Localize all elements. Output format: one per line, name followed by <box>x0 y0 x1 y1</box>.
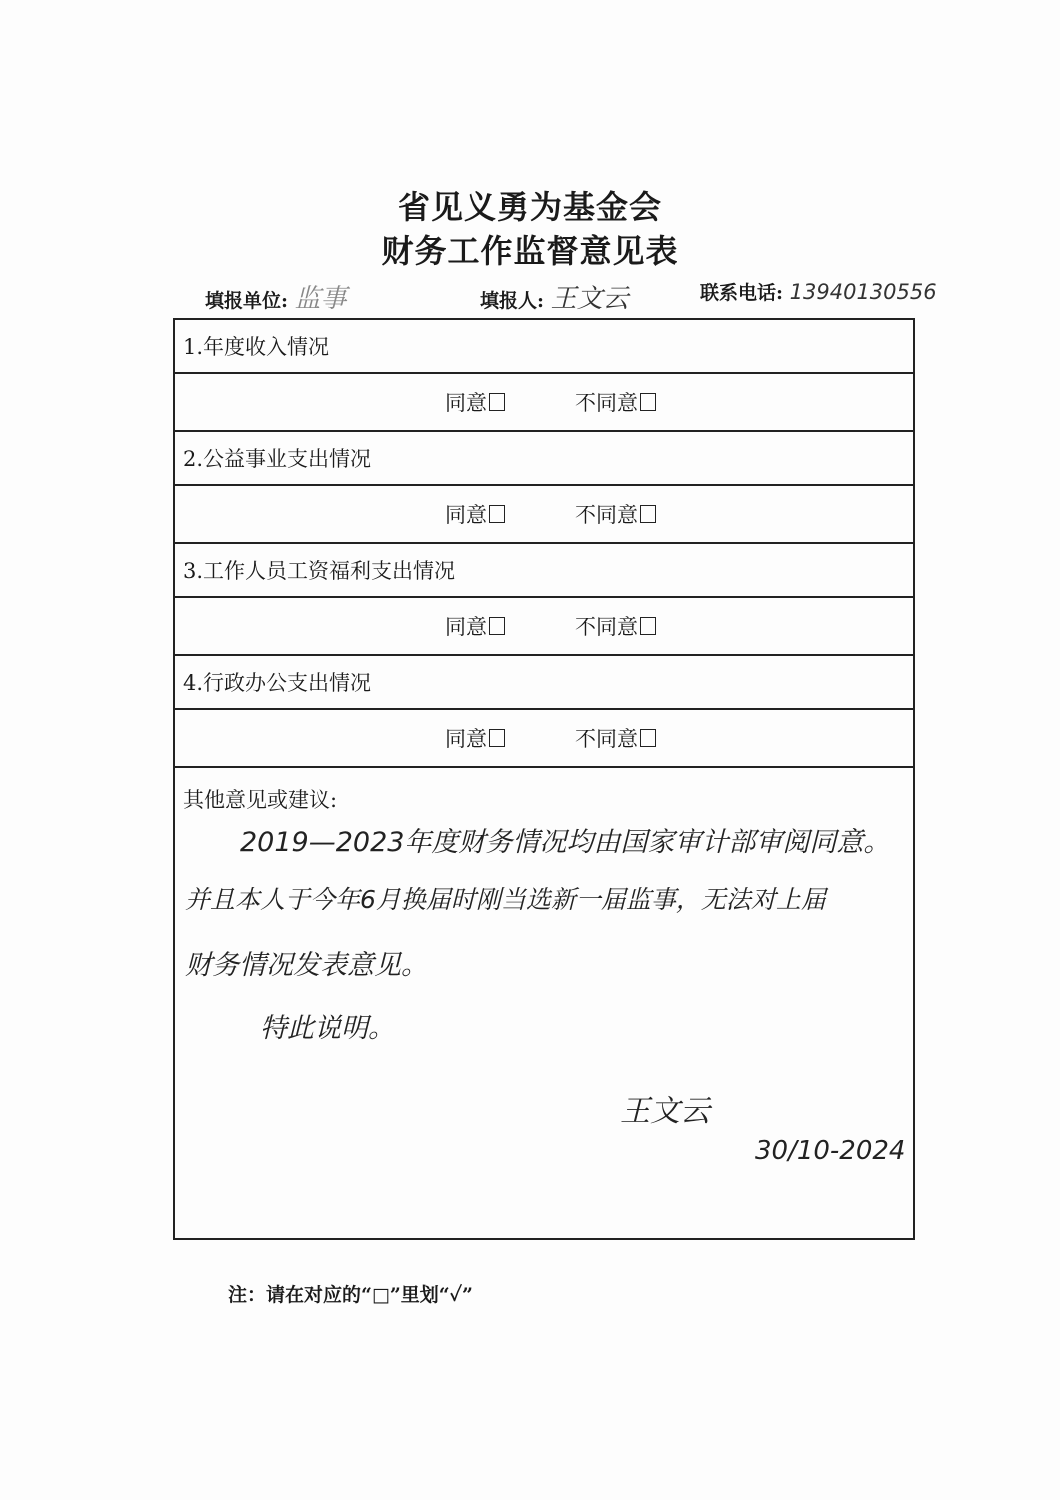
reporter-label: 填报人: <box>480 290 545 312</box>
agree-checkbox[interactable]: 同意 <box>445 611 505 641</box>
unit-label: 填报单位: <box>205 290 289 312</box>
form-title: 财务工作监督意见表 <box>381 232 679 270</box>
comments-label: 其他意见或建议: <box>183 788 338 812</box>
comment-line-2: 并且本人于今年6月换届时刚当选新一届监事，无法对上届 <box>185 885 826 914</box>
section-title: 3.工作人员工资福利支出情况 <box>174 543 914 597</box>
comment-line-3: 财务情况发表意见。 <box>185 950 428 981</box>
section-title: 2.公益事业支出情况 <box>174 431 914 485</box>
section-title: 1.年度收入情况 <box>174 319 914 373</box>
disagree-checkbox[interactable]: 不同意 <box>575 387 656 417</box>
unit-field <box>205 278 347 315</box>
phone-field <box>700 278 937 305</box>
agree-checkbox[interactable]: 同意 <box>445 387 505 417</box>
phone-label: 联系电话: <box>700 282 784 304</box>
comment-signature: 王文云 <box>620 1094 710 1129</box>
supervision-form-table <box>173 318 915 1240</box>
disagree-checkbox[interactable]: 不同意 <box>575 723 656 753</box>
reporter-signature: 王文云 <box>550 284 629 314</box>
disagree-checkbox[interactable]: 不同意 <box>575 499 656 529</box>
phone-value: 13940130556 <box>789 280 937 304</box>
unit-value: 监事 <box>294 284 347 314</box>
reporter-field <box>480 278 629 315</box>
comments-cell <box>174 767 914 1239</box>
disagree-checkbox[interactable]: 不同意 <box>575 611 656 641</box>
footnote: 注：请在对应的“□”里划“✓” <box>228 1284 473 1306</box>
form-title-org: 省见义勇为基金会 <box>397 188 662 226</box>
section-title: 4.行政办公支出情况 <box>174 655 914 709</box>
comment-date: 30/10-2024 <box>755 1136 906 1166</box>
agree-checkbox[interactable]: 同意 <box>445 723 505 753</box>
comment-line-4: 特此说明。 <box>260 1013 395 1044</box>
agree-checkbox[interactable]: 同意 <box>445 499 505 529</box>
comment-line-1: 2019—2023年度财务情况均由国家审计部审阅同意。 <box>240 827 891 858</box>
